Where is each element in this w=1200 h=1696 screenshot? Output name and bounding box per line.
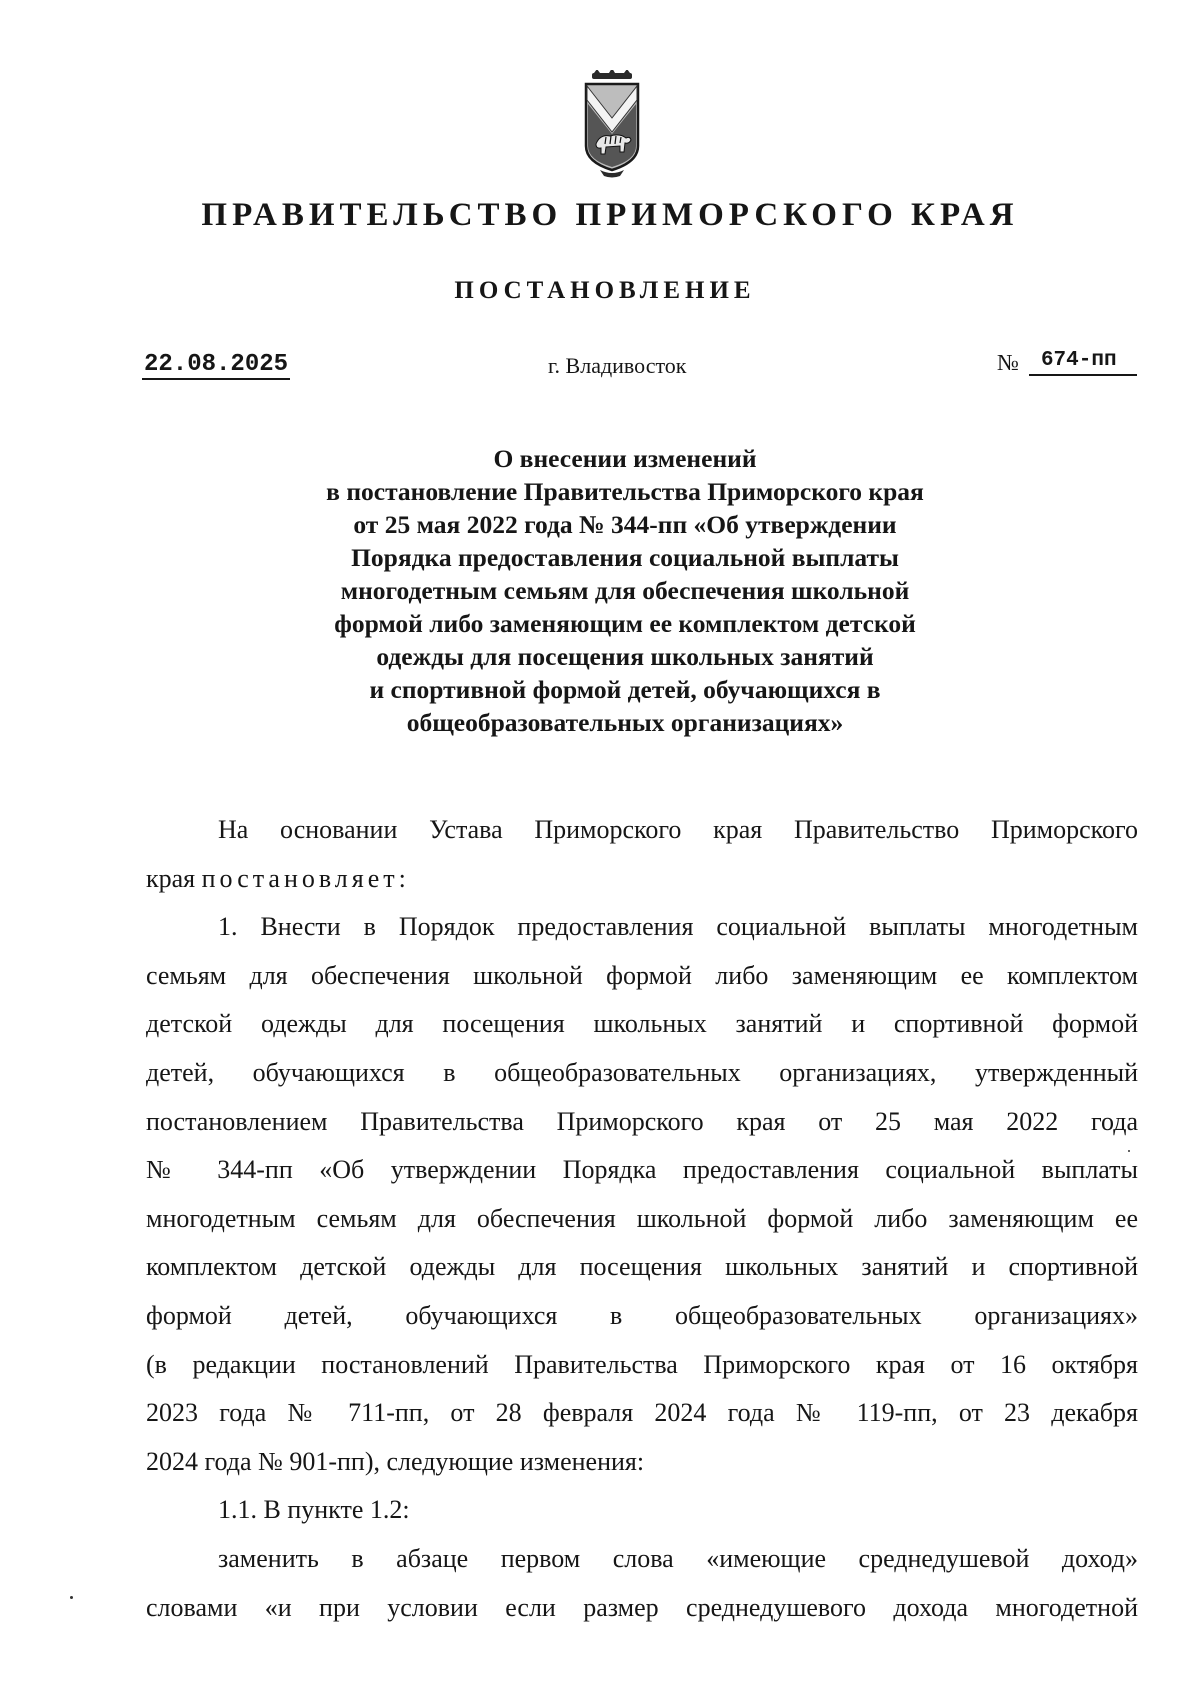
organization-title: ПРАВИТЕЛЬСТВО ПРИМОРСКОГО КРАЯ [201, 197, 1019, 233]
heading-line: и спортивной формой детей, обучающихся в [369, 675, 881, 704]
document-number: 674-пп [1029, 348, 1137, 376]
coat-of-arms-icon [580, 70, 644, 178]
body-line: формой детей, обучающихся в общеобразовательных организациях» [146, 1300, 1138, 1330]
heading-line: формой либо заменяющим ее комплектом детской [334, 609, 916, 638]
number-sign: № [997, 350, 1019, 375]
heading-line: О внесении изменений [493, 444, 757, 473]
body-line: На основании Устава Приморского края Правительство Приморского [218, 815, 1138, 844]
scan-artifact [1128, 1150, 1130, 1152]
document-city: г. Владивосток [548, 353, 687, 378]
body-line: постановлением Правительства Приморского края от 25 мая 2022 года [146, 1106, 1138, 1136]
body-line: № 344-пп «Об утверждении Порядка предоставления социальной выплаты [146, 1155, 1138, 1185]
heading-line: от 25 мая 2022 года № 344-пп «Об утверждении [353, 510, 897, 539]
document-number-block [997, 348, 1137, 376]
document-date: 22.08.2025 [144, 351, 289, 378]
body-line: детей, обучающихся в общеобразовательных организациях, утвержденный [146, 1057, 1138, 1087]
resolves-word: постановляет: [201, 863, 410, 893]
body-line: детской одежды для посещения школьных занятий и спортивной формой [146, 1009, 1138, 1039]
body-line: 2023 года № 711-пп, от 28 февраля 2024 года № 119-пп, от 23 декабря [146, 1398, 1138, 1428]
document-heading [200, 442, 1050, 739]
heading-line: в постановление Правительства Приморского края [326, 477, 924, 506]
body-line: словами «и при условии если размер среднедушевого дохода многодетной [146, 1592, 1138, 1622]
body-line: (в редакции постановлений Правительства Приморского края от 16 октября [146, 1349, 1138, 1379]
body-line: 2024 года № 901-пп), следующие изменения: [146, 1446, 645, 1476]
body-line: 1. Внести в Порядок предоставления социальной выплаты многодетным [218, 912, 1138, 942]
body-line-resolves [146, 855, 1138, 904]
heading-line: одежды для посещения школьных занятий [376, 642, 874, 671]
heading-line: Порядка предоставления социальной выплаты [351, 543, 899, 572]
body-line: многодетным семьям для обеспечения школьной формой либо заменяющим ее [146, 1203, 1138, 1233]
heading-line: многодетным семьям для обеспечения школьной [340, 576, 910, 605]
document-type: ПОСТАНОВЛЕНИЕ [454, 277, 756, 304]
scan-artifact [70, 1596, 73, 1599]
body-line: 1.1. В пункте 1.2: [218, 1495, 410, 1525]
body-line: семьям для обеспечения школьной формой либо заменяющим ее комплектом [146, 960, 1138, 990]
body-line: заменить в абзаце первом слова «имеющие среднедушевой доход» [218, 1543, 1138, 1573]
document-body [146, 806, 1138, 1632]
body-text-fragment: края [146, 863, 202, 893]
body-line: комплектом детской одежды для посещения школьных занятий и спортивной [146, 1252, 1138, 1282]
heading-line: общеобразовательных организациях» [406, 708, 844, 737]
